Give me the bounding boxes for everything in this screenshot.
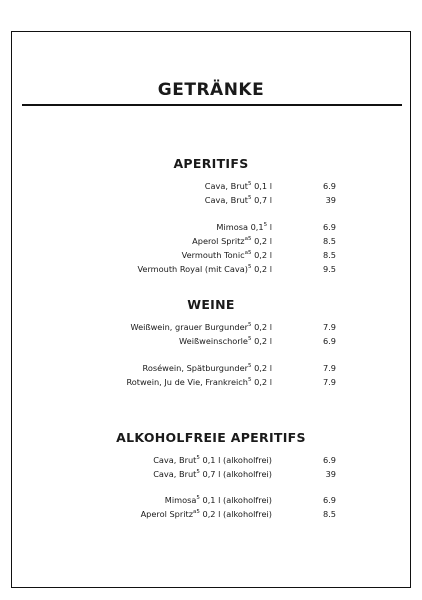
- item-price: 8.5: [322, 509, 336, 519]
- item-price: 39: [325, 469, 336, 479]
- item-price: 8.5: [322, 250, 336, 260]
- menu-item: Weißwein, grauer Burgunder$^5$ 0,2 l 7.9: [130, 322, 336, 332]
- item-price: 7.9: [322, 322, 336, 332]
- item-price: 6.9: [322, 336, 336, 346]
- item-price: 39: [325, 195, 336, 205]
- menu-item: Cava, Brut$^5$ 0,1 l 6.9: [204, 181, 336, 191]
- menu-item: Mimosa$^5$ 0,1 l (alkoholfrei) 6.9: [164, 495, 336, 505]
- title-divider: [22, 104, 402, 106]
- menu-item: Roséwein, Spätburgunder$^5$ 0,2 l 7.9: [142, 363, 336, 373]
- menu-item: Weißweinschorle$^5$ 0,2 l 6.9: [179, 336, 336, 346]
- item-price: 7.9: [322, 377, 336, 387]
- menu-item: Rotwein, Ju de Vie, Frankreich$^5$ 0,2 l 7.9: [126, 377, 336, 387]
- menu-item: Aperol Spritz$^{a5}$ 0,2 l 8.5: [192, 236, 336, 246]
- item-price: 6.9: [322, 495, 336, 505]
- section-heading-weine: WEINE: [187, 297, 235, 312]
- section-heading-aperitifs: APERITIFS: [173, 156, 249, 171]
- menu-item: Mimosa $0,1^5$ l 6.9: [216, 222, 336, 232]
- item-price: 6.9: [322, 181, 336, 191]
- page-title: GETRÄNKE: [157, 80, 265, 100]
- item-price: 8.5: [322, 236, 336, 246]
- section-heading-alkoholfreie-aperitifs: ALKOHOLFREIE APERITIFS: [116, 430, 306, 445]
- menu-item: Cava, Brut$^5$ 0,7 l (alkoholfrei) 39: [153, 469, 336, 479]
- menu-item: Vermouth Tonic$^{a5}$ 0,2 l 8.5: [181, 250, 336, 260]
- menu-item: Cava, Brut$^5$ 0,7 l 39: [204, 195, 336, 205]
- item-price: 7.9: [322, 363, 336, 373]
- menu-item: Vermouth Royal (mit Cava)$^5$ 0,2 l 9.5: [137, 264, 336, 274]
- item-price: 9.5: [322, 264, 336, 274]
- menu-item: Aperol Spritz$^{a5}$ 0,2 l (alkoholfrei) 8.5: [140, 509, 336, 519]
- menu-item: Cava, Brut$^5$ 0,1 l (alkoholfrei) 6.9: [153, 455, 336, 465]
- item-price: 6.9: [322, 455, 336, 465]
- item-price: 6.9: [322, 222, 336, 232]
